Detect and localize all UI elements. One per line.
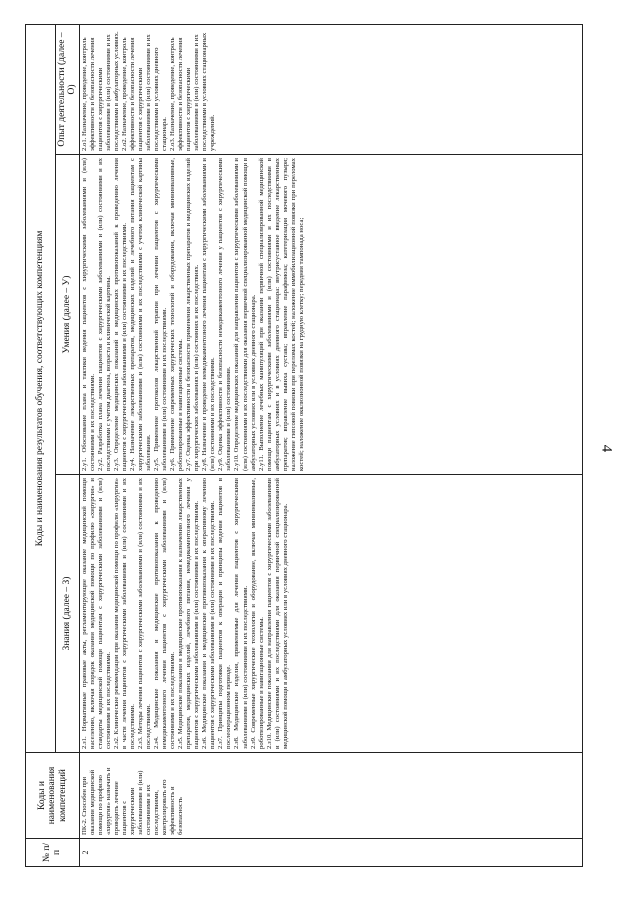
header-skills: Умения (далее – У) bbox=[56, 155, 80, 475]
skill-item: 2.у3. Определение медицинских показаний и медицинских противопоказаний к проведению лечения пациентов с хирургическими заболеваниями и (или) состояниями и их последствиями. bbox=[113, 158, 129, 471]
skill-item: 2.у9. Оценка эффективности и безопасности немедикаментозного лечения у пациентов с хирургическими заболеваниями и (или) состояниями. bbox=[217, 158, 233, 471]
knowledge-item: 2.з4. Медицинские показания и медицинские противопоказания к проведению немедикаментозного лечения пациентов с хирургическими заболеваниями и (или) состояниями и их последствиями. bbox=[153, 478, 177, 749]
skill-item: 2.у4. Назначение лекарственных препаратов, медицинских изделий и лечебного питания пациентам с хирургическими заболеваниями и (или) состояниями и их последствиями с учетом клинической картины заболевания. bbox=[129, 158, 153, 471]
header-results: Коды и наименования результатов обучения, соответствующих компетенциям bbox=[26, 24, 56, 752]
experience-item: 2.о2. Назначение, проведение, контроль эффективности и безопасности лечения пациентов с хирургическими заболеваниями и (или) состояниями и их последствиями в условиях дневного стационара. bbox=[121, 34, 169, 151]
competence-table bbox=[25, 24, 583, 867]
knowledge-item: 2.з10. Медицинские показания для направления пациентов с хирургическими заболеваниями и (или) состояниями и их последствиями для оказания первичной специализированной медицинской помощи в амбулаторных условиях или в условиях дневного стационара. bbox=[265, 478, 289, 749]
knowledge-cell bbox=[79, 475, 582, 753]
knowledge-item: 2.з1. Нормативные правовые акты, регламентирующие оказание медицинской помощи населению, включая порядок оказания медицинской помощи по профилю «хирургия» и стандарты медицинской помощи пациентам с хирургическими заболеваниями и (или) состояниями и их последствиями. bbox=[80, 478, 112, 749]
skill-item: 2.у10. Определение медицинских показаний для направления пациентов с хирургическими заболеваниями и (или) состояниями и их последствиями для оказания первичной специализированной медицинской помощи в амбулаторных условиях или в условиях дневного стационара. bbox=[233, 158, 257, 471]
knowledge-item: 2.з3. Методы лечения пациентов с хирургическими заболеваниями и (или) состояниями и их последствиями. bbox=[137, 478, 153, 749]
skill-item: 2.у5. Применение протоколов лекарственной терапии при лечении пациентов с хирургическими заболеваниями и (или) состояниями и их последствиями. bbox=[153, 158, 169, 471]
rotated-page bbox=[25, 25, 590, 867]
header-row bbox=[26, 24, 56, 866]
row-number: 2 bbox=[79, 839, 582, 867]
knowledge-item: 2.з9. Современные хирургические технологии и оборудование, включая миниинвазивные, роботизированные и навигационные системы. bbox=[249, 478, 265, 749]
skill-item: 2.у1. Обоснование плана и тактики ведения пациентов с хирургическими заболеваниями и (или) состояниями и их последствиями. bbox=[80, 158, 96, 471]
skills-cell bbox=[79, 155, 582, 475]
header-number: № п/п bbox=[26, 839, 80, 867]
header-knowledge: Знания (далее – З) bbox=[56, 475, 80, 753]
skill-item: 2.у8. Назначение и проведение немедикаментозного лечения пациентам с хирургическими заболеваниями и (или) состояниями и их последствиями. bbox=[201, 158, 217, 471]
knowledge-item: 2.з7. Принципы подготовки пациентов к операции и принципы ведения пациентов в послеоперационном периоде. bbox=[217, 478, 233, 749]
skill-item: 2.у7. Оценка эффективности и безопасности применения лекарственных препаратов и медицинских изделий при хирургических заболеваниях и (или) состояниях и их последствиях. bbox=[185, 158, 201, 471]
competence-cell: ПК-2. Способен при оказании медицинской помощи по профилю «хирургия» назначать и проводить лечение пациентов с хирургическими заболеваниями и (или) состояниями и их последствиями, контролировать его эффективность и безопасность bbox=[79, 753, 582, 839]
header-competence: Коды и наименования компетенций bbox=[26, 753, 80, 839]
page-number: 4 bbox=[598, 444, 615, 453]
skill-item: 2.у6. Применение современных хирургических технологий и оборудования, включая миниинвазивные, роботизированные и навигационные системы. bbox=[169, 158, 185, 471]
experience-item: 2.о3. Назначение, проведение, контроль эффективности и безопасности лечения пациентов с хирургическими заболеваниями и (или) состояниями и их последствиями в условиях стационарных учреждений. bbox=[169, 32, 217, 151]
knowledge-item: 2.з8. Медицинские изделия, применяемые для лечения пациентов с хирургическими заболеваниями и (или) состояниями и их последствиями. bbox=[233, 478, 249, 749]
table-row bbox=[79, 24, 582, 866]
experience-item: 2.о1. Назначение, проведение, контроль эффективности и безопасности лечения пациентов с хирургическими заболеваниями и (или) состояниями и их последствиями в амбулаторных условиях. bbox=[80, 31, 120, 151]
knowledge-item: 2.з6. Медицинские показания и медицинские противопоказания к оперативному лечению пациентов с хирургическими заболеваниями и (или) состояниями и их последствиями. bbox=[201, 478, 217, 749]
knowledge-item: 2.з2. Клинические рекомендации при оказании медицинской помощи по профилю «хирургия» в части лечения пациентов с хирургическими заболеваниями и (или) состояниями и их последствиями. bbox=[113, 478, 137, 749]
skill-item: 2.у2. Разработка плана лечения пациентов с хирургическими заболеваниями и (или) состояниями и их последствиями с учетом диагноза, возраста и клинической картины. bbox=[96, 158, 112, 471]
subheader-row bbox=[56, 24, 80, 866]
header-experience: Опыт деятельности (далее – О) bbox=[56, 24, 80, 154]
knowledge-item: 2.з5. Медицинские показания и медицинские противопоказания к назначению лекарственных препаратов, медицинских изделий, лечебного питания, немедикаментозного лечения у пациентов с хирургическими заболеваниями и (или) состояниями и их последствиями. bbox=[177, 478, 201, 749]
experience-cell bbox=[79, 24, 582, 154]
skill-item: 2.у11. Выполнение лечебных манипуляций при оказании первичной специализированной медицинской помощи пациентам с хирургическими заболеваниями и (или) состояниями и их последствиями в амбулаторных условиях и в условиях дневного стационара: внутрисуставное введение лекарственных препаратов; вправление вывиха сустава; вправление парафимоза; катетеризация мочевого пузыря; наложение гипсовой повязки при переломах костей; наложение иммобилизационной повязки при переломах костей; наложение окклюзионной повязки на грудную клетку; передняя тампонада носа; bbox=[257, 158, 305, 471]
